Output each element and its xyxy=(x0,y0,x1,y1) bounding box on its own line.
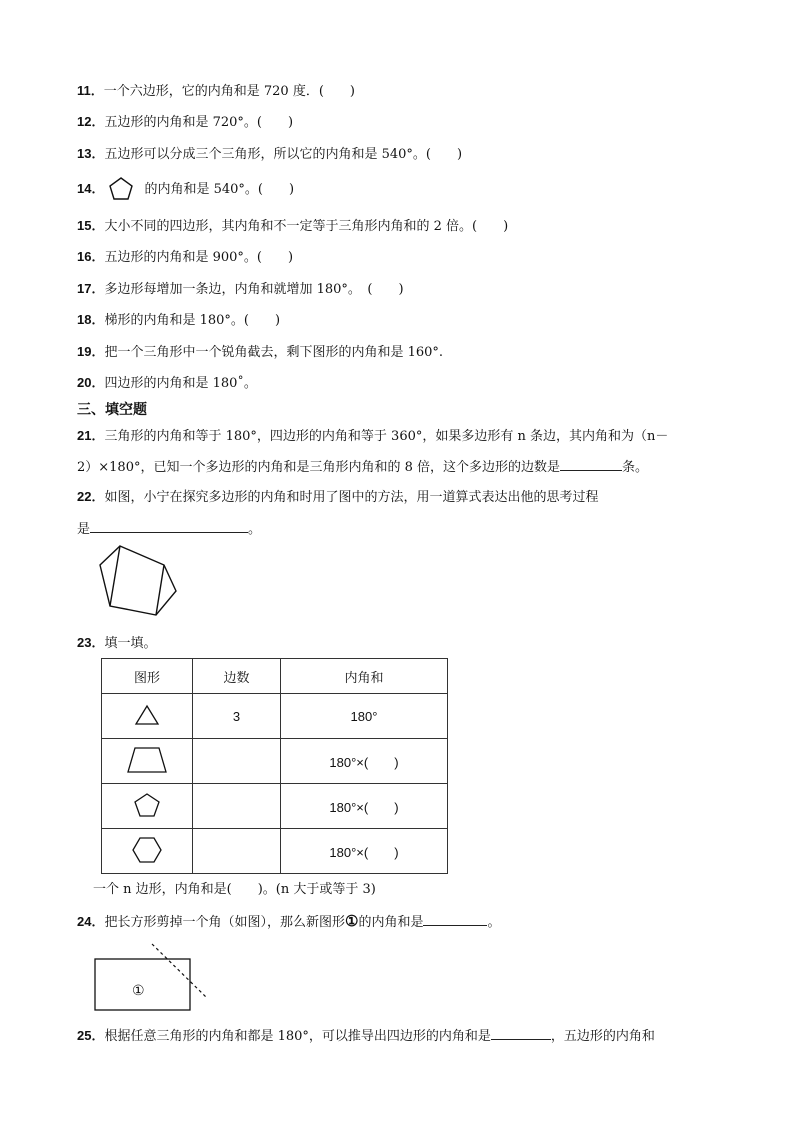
angle-sum-cell: 180°×( ) xyxy=(281,829,448,874)
angle-sum-cell: 180°×( ) xyxy=(281,739,448,784)
answer-blank[interactable] xyxy=(423,912,487,926)
question-text: 一个六边形，它的内角和是 720 度．( ) xyxy=(103,84,355,99)
pentagon-icon xyxy=(108,176,134,202)
cut-rectangle-figure xyxy=(94,943,208,1013)
polygon-table xyxy=(101,658,448,874)
sides-cell[interactable] xyxy=(193,739,281,784)
question-23 xyxy=(77,634,156,653)
trapezoid-icon xyxy=(126,746,168,774)
hexagon-icon xyxy=(131,836,163,864)
question-12 xyxy=(77,113,293,132)
answer-blank[interactable] xyxy=(560,457,622,471)
question-number: 20． xyxy=(77,375,105,390)
question-number: 18． xyxy=(77,312,105,327)
question-21-line2 xyxy=(77,457,648,477)
question-text: 是 xyxy=(77,522,91,537)
question-number: 17． xyxy=(77,281,105,296)
question-text: ，五边形的内角和 xyxy=(550,1029,655,1044)
question-text: 四边形的内角和是 180˚。 xyxy=(104,376,257,391)
question-number: 15． xyxy=(77,218,105,233)
angle-sum-cell: 180°×( ) xyxy=(281,784,448,829)
question-text: 根据任意三角形的内角和都是 180°，可以推导出四边形的内角和是 xyxy=(104,1029,491,1044)
question-text: 把一个三角形中一个锐角截去，剩下图形的内角和是 160°. xyxy=(104,345,444,360)
question-18 xyxy=(77,311,280,330)
question-20 xyxy=(77,374,257,393)
question-number: 12． xyxy=(77,114,105,129)
question-text-suffix: 。 xyxy=(248,522,262,537)
question-15 xyxy=(77,217,508,236)
hexagon-divided-figure xyxy=(96,543,182,619)
question-25 xyxy=(77,1026,655,1046)
question-text: 三角形的内角和等于 180°，四边形的内角和等于 360°，如果多边形有 n 条边，其内角和为（n－ xyxy=(104,429,669,444)
sides-cell[interactable] xyxy=(193,829,281,874)
angle-sum-cell: 180° xyxy=(281,694,448,739)
circled-number: ① xyxy=(344,912,359,930)
question-text: 大小不同的四边形，其内角和不一定等于三角形内角和的 2 倍。( ) xyxy=(104,219,509,234)
pentagon-icon xyxy=(133,792,161,818)
column-header-sides: 边数 xyxy=(193,659,281,694)
question-text: 五边形可以分成三个三角形，所以它的内角和是 540°。( ) xyxy=(104,147,463,162)
question-text: 五边形的内角和是 720°。( ) xyxy=(104,115,294,130)
question-text: 2）×180°，已知一个多边形的内角和是三角形内角和的 8 倍，这个多边形的边数是 xyxy=(77,460,561,475)
answer-blank[interactable] xyxy=(90,519,248,533)
question-19 xyxy=(77,343,443,362)
question-text: 五边形的内角和是 900°。( ) xyxy=(104,250,294,265)
question-11 xyxy=(77,82,355,101)
column-header-angle-sum: 内角和 xyxy=(281,659,448,694)
sides-cell[interactable] xyxy=(193,784,281,829)
question-23-footer: 一个 n 边形，内角和是( )。(n 大于或等于 3) xyxy=(93,882,376,897)
question-24 xyxy=(77,912,500,932)
question-text-suffix: 条。 xyxy=(622,460,649,475)
shape-cell xyxy=(102,739,193,784)
shape-cell xyxy=(102,784,193,829)
question-21-line1 xyxy=(77,427,668,446)
table-row xyxy=(102,784,448,829)
question-17 xyxy=(77,280,404,299)
question-number: 14． xyxy=(77,181,105,196)
question-number: 25． xyxy=(77,1028,105,1043)
question-number: 24． xyxy=(77,914,105,929)
shape-cell xyxy=(102,829,193,874)
table-header-row xyxy=(102,659,448,694)
shape-cell xyxy=(102,694,193,739)
question-number: 21． xyxy=(77,428,105,443)
question-text: 的内角和是 540°。( ) xyxy=(144,182,295,197)
figure-label: ① xyxy=(132,983,145,999)
question-text: 把长方形剪掉一个角（如图），那么新图形 xyxy=(104,915,345,930)
question-text: 填一填。 xyxy=(104,636,157,651)
table-row xyxy=(102,694,448,739)
answer-blank[interactable] xyxy=(491,1026,551,1040)
question-text: 梯形的内角和是 180°。( ) xyxy=(104,313,281,328)
question-text: 多边形每增加一条边，内角和就增加 180°。 ( ) xyxy=(104,282,404,297)
column-header-shape: 图形 xyxy=(102,659,193,694)
section-heading: 三、填空题 xyxy=(77,401,147,417)
question-number: 13． xyxy=(77,146,105,161)
question-text: 如图，小宁在探究多边形的内角和时用了图中的方法，用一道算式表达出他的思考过程 xyxy=(104,490,599,505)
question-number: 23． xyxy=(77,635,105,650)
table-row xyxy=(102,829,448,874)
sides-cell: 3 xyxy=(193,694,281,739)
table-row xyxy=(102,739,448,784)
question-number: 11． xyxy=(77,83,104,98)
question-number: 19． xyxy=(77,344,105,359)
question-22-line1 xyxy=(77,488,598,507)
question-22-line2 xyxy=(77,519,261,539)
question-number: 22． xyxy=(77,489,105,504)
question-13 xyxy=(77,145,462,164)
question-text-suffix: 。 xyxy=(487,915,501,930)
question-16 xyxy=(77,248,293,267)
question-number: 16． xyxy=(77,249,105,264)
question-text: 的内角和是 xyxy=(358,915,424,930)
triangle-icon xyxy=(134,704,160,726)
